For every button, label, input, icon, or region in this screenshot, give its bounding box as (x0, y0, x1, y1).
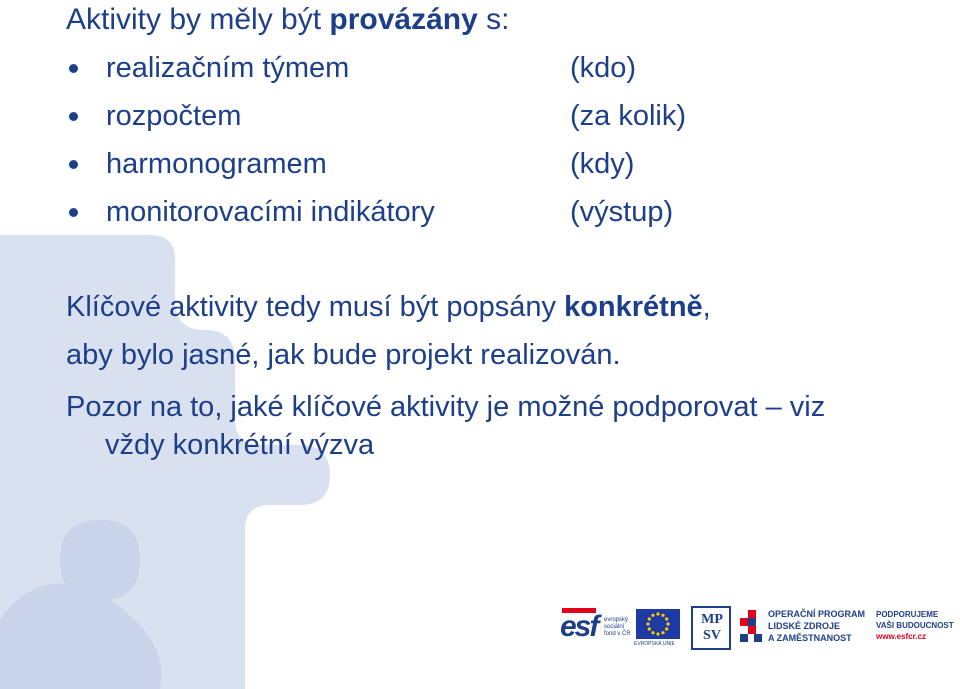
bullet-item (66, 48, 766, 96)
paragraph1-emphasis: konkrétně (564, 291, 703, 323)
bullet-dot-icon (69, 160, 78, 169)
bullet-note: (kdo) (570, 52, 637, 84)
bullet-note: (kdy) (570, 148, 635, 180)
paragraph-call-reference: vždy konkrétní výzva (105, 429, 375, 461)
paragraph-realization: aby bylo jasné, jak bude projekt realizován. (66, 339, 621, 371)
eu-logo-label: EVROPSKÁ UNIE (634, 641, 675, 647)
support-line-2: VAŠI BUDOUCNOST (876, 621, 954, 630)
bullet-label: monitorovacími indikátory (106, 196, 435, 228)
support-url: www.esfcr.cz (876, 632, 926, 641)
slide-title (66, 2, 509, 38)
mpsv-logo-text: MP SV (701, 612, 723, 643)
paragraph-warning: Pozor na to, jaké klíčové aktivity je možné podporovat – viz (66, 391, 826, 423)
bullet-label: harmonogramem (106, 148, 327, 180)
bullet-note: (za kolik) (570, 100, 687, 132)
bullet-dot-icon (69, 208, 78, 217)
paragraph1-suffix: , (702, 291, 711, 323)
esf-logo-caption: evropský sociální fond v ČR (604, 617, 631, 637)
bullet-label: rozpočtem (106, 100, 242, 132)
bullet-item (66, 144, 766, 192)
bullet-item (66, 192, 766, 240)
op-line-1: OPERAČNÍ PROGRAM (768, 609, 866, 619)
bullet-item (66, 96, 766, 144)
bullet-label: realizačním týmem (106, 52, 350, 84)
bullet-dot-icon (69, 112, 78, 121)
op-line-3: A ZAMĚSTNANOST (768, 633, 852, 643)
bullet-note: (výstup) (570, 196, 674, 228)
op-line-2: LIDSKÉ ZDROJE (768, 621, 841, 631)
esf-logo-word: esf (560, 610, 598, 643)
bullet-list (66, 48, 766, 240)
support-line-1: PODPORUJEME (876, 610, 939, 619)
title-suffix: s: (477, 3, 510, 36)
paragraph1-prefix: Klíčové aktivity tedy musí být popsány (66, 291, 565, 323)
paragraph-concrete (66, 287, 711, 327)
title-prefix: Aktivity by měly být (66, 3, 330, 36)
title-emphasis: provázány (329, 3, 478, 36)
bullet-dot-icon (69, 64, 78, 73)
